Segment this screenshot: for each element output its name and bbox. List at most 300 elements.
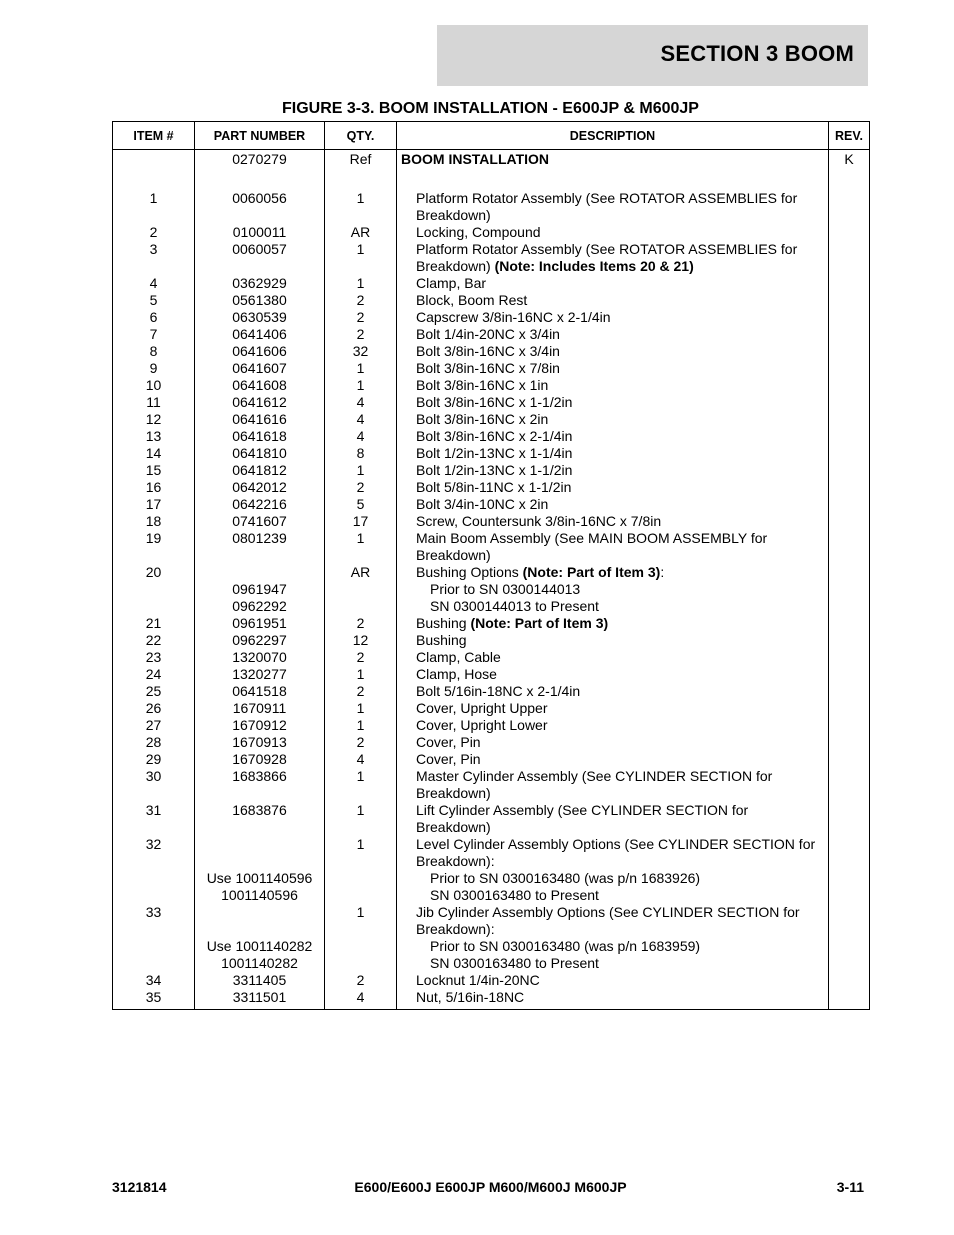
description-text: Cover, Pin xyxy=(416,733,481,750)
table-row xyxy=(113,972,870,989)
description-text: Bushing Options xyxy=(416,563,519,580)
item-number-cell xyxy=(113,150,195,190)
qty-cell: 4 xyxy=(325,394,397,411)
item-number-cell: 8 xyxy=(113,343,195,360)
description-text: Locking, Compound xyxy=(416,223,541,240)
qty-cell: 5 xyxy=(325,496,397,513)
item-number-cell xyxy=(113,887,195,904)
part-number-cell: 0642012 xyxy=(195,479,325,496)
description-text: Master Cylinder Assembly (See CYLINDER SECTION for Breakdown) xyxy=(416,767,773,801)
description-cell xyxy=(397,972,829,989)
qty-cell: 2 xyxy=(325,649,397,666)
description-cell xyxy=(397,360,829,377)
description-text: Level Cylinder Assembly Options (See CYLINDER SECTION for Breakdown): xyxy=(416,835,816,869)
description-text: Bolt 3/8in-16NC x 3/4in xyxy=(416,342,560,359)
description-cell xyxy=(397,411,829,428)
rev-cell xyxy=(829,887,870,904)
part-number-cell: 1320277 xyxy=(195,666,325,683)
rev-cell xyxy=(829,717,870,734)
table-body xyxy=(113,150,870,1010)
description-text: Nut, 5/16in-18NC xyxy=(416,988,525,1005)
part-number-cell: 0100011 xyxy=(195,224,325,241)
item-number-cell: 21 xyxy=(113,615,195,632)
item-number-cell: 22 xyxy=(113,632,195,649)
table-row xyxy=(113,751,870,768)
description-cell xyxy=(397,955,829,972)
rev-cell xyxy=(829,292,870,309)
rev-cell xyxy=(829,462,870,479)
description-cell xyxy=(397,989,829,1010)
description-text: Bolt 3/8in-16NC x 2in xyxy=(416,410,549,427)
qty-cell: 1 xyxy=(325,717,397,734)
qty-cell: 4 xyxy=(325,428,397,445)
qty-cell xyxy=(325,598,397,615)
description-cell xyxy=(397,768,829,802)
table-row xyxy=(113,343,870,360)
description-cell xyxy=(397,326,829,343)
rev-cell xyxy=(829,224,870,241)
table-row xyxy=(113,989,870,1010)
table-row xyxy=(113,955,870,972)
description-text: Jib Cylinder Assembly Options (See CYLINDER SECTION for Breakdown): xyxy=(416,903,800,937)
part-number-cell: 1670912 xyxy=(195,717,325,734)
qty-cell: 1 xyxy=(325,190,397,224)
part-number-cell: 1001140596 xyxy=(195,887,325,904)
rev-cell xyxy=(829,904,870,938)
footer-doc-number: 3121814 xyxy=(112,1179,167,1195)
rev-cell xyxy=(829,836,870,870)
description-text: Bolt 1/2in-13NC x 1-1/4in xyxy=(416,444,573,461)
part-number-cell: Use 1001140596 xyxy=(195,870,325,887)
item-number-cell: 2 xyxy=(113,224,195,241)
description-cell xyxy=(397,802,829,836)
description-text: Clamp, Bar xyxy=(416,274,487,291)
description-text: Platform Rotator Assembly (See ROTATOR ASSEMBLIES for Breakdown) xyxy=(416,240,798,274)
qty-cell: 2 xyxy=(325,309,397,326)
description-cell xyxy=(397,479,829,496)
qty-cell: AR xyxy=(325,224,397,241)
table-row xyxy=(113,224,870,241)
part-number-cell: 1670911 xyxy=(195,700,325,717)
item-number-cell: 24 xyxy=(113,666,195,683)
description-text: Capscrew 3/8in-16NC x 2-1/4in xyxy=(416,308,611,325)
item-number-cell: 9 xyxy=(113,360,195,377)
item-number-cell: 25 xyxy=(113,683,195,700)
qty-cell: 4 xyxy=(325,411,397,428)
qty-cell: 1 xyxy=(325,377,397,394)
rev-cell xyxy=(829,870,870,887)
qty-cell: AR xyxy=(325,564,397,581)
description-text: Bolt 3/8in-16NC x 2-1/4in xyxy=(416,427,573,444)
rev-cell xyxy=(829,989,870,1010)
part-number-cell: 0961951 xyxy=(195,615,325,632)
section-header xyxy=(437,25,868,86)
qty-cell: 2 xyxy=(325,326,397,343)
table-row xyxy=(113,581,870,598)
part-number-cell xyxy=(195,564,325,581)
qty-cell: 8 xyxy=(325,445,397,462)
item-number-cell: 3 xyxy=(113,241,195,275)
description-text: Prior to SN 0300163480 (was p/n 1683959) xyxy=(430,937,701,954)
table-row xyxy=(113,802,870,836)
description-cell xyxy=(397,394,829,411)
qty-cell: 1 xyxy=(325,700,397,717)
qty-cell: 1 xyxy=(325,530,397,564)
table-row xyxy=(113,445,870,462)
part-number-cell: 0641618 xyxy=(195,428,325,445)
rev-cell xyxy=(829,802,870,836)
qty-cell: 12 xyxy=(325,632,397,649)
rev-cell xyxy=(829,530,870,564)
qty-cell: 1 xyxy=(325,904,397,938)
table-row xyxy=(113,479,870,496)
rev-cell xyxy=(829,972,870,989)
qty-cell xyxy=(325,938,397,955)
part-number-cell: 0642216 xyxy=(195,496,325,513)
table-row xyxy=(113,292,870,309)
description-text: Bushing xyxy=(416,614,467,631)
rev-cell xyxy=(829,343,870,360)
item-number-cell: 27 xyxy=(113,717,195,734)
item-number-cell xyxy=(113,870,195,887)
description-cell xyxy=(397,564,829,581)
table-row xyxy=(113,377,870,394)
description-text: Prior to SN 0300144013 xyxy=(430,580,581,597)
description-text: Main Boom Assembly (See MAIN BOOM ASSEMBLY for Breakdown) xyxy=(416,529,768,563)
part-number-cell xyxy=(195,904,325,938)
table-row xyxy=(113,632,870,649)
rev-cell: K xyxy=(829,150,870,190)
description-suffix: : xyxy=(660,563,665,580)
rev-cell xyxy=(829,955,870,972)
qty-cell: 1 xyxy=(325,462,397,479)
table-row xyxy=(113,326,870,343)
part-number-cell: 0641518 xyxy=(195,683,325,700)
description-text: Screw, Countersunk 3/8in-16NC x 7/8in xyxy=(416,512,662,529)
rev-cell xyxy=(829,411,870,428)
table-row xyxy=(113,904,870,938)
item-number-cell: 11 xyxy=(113,394,195,411)
part-number-cell xyxy=(195,836,325,870)
description-text: BOOM INSTALLATION xyxy=(401,151,550,167)
part-number-cell: 0641616 xyxy=(195,411,325,428)
rev-cell xyxy=(829,360,870,377)
table-row xyxy=(113,496,870,513)
table-row xyxy=(113,700,870,717)
rev-cell xyxy=(829,666,870,683)
description-text: SN 0300144013 to Present xyxy=(430,597,599,614)
part-number-cell: 0962297 xyxy=(195,632,325,649)
rev-cell xyxy=(829,683,870,700)
item-number-cell: 1 xyxy=(113,190,195,224)
table-row xyxy=(113,836,870,870)
description-cell xyxy=(397,513,829,530)
description-cell xyxy=(397,598,829,615)
description-text: Cover, Upright Upper xyxy=(416,699,548,716)
description-text: Bolt 5/8in-11NC x 1-1/2in xyxy=(416,478,572,495)
rev-cell xyxy=(829,496,870,513)
rev-cell xyxy=(829,632,870,649)
parts-table xyxy=(112,121,870,1010)
table-row xyxy=(113,530,870,564)
qty-cell: 4 xyxy=(325,751,397,768)
description-text: Platform Rotator Assembly (See ROTATOR ASSEMBLIES for Breakdown) xyxy=(416,189,798,223)
part-number-cell: 0060056 xyxy=(195,190,325,224)
item-number-cell: 19 xyxy=(113,530,195,564)
rev-cell xyxy=(829,428,870,445)
item-number-cell: 13 xyxy=(113,428,195,445)
qty-cell: 1 xyxy=(325,275,397,292)
table-row xyxy=(113,564,870,581)
table-row xyxy=(113,394,870,411)
qty-cell: 17 xyxy=(325,513,397,530)
item-number-cell: 35 xyxy=(113,989,195,1010)
rev-cell xyxy=(829,734,870,751)
description-cell xyxy=(397,190,829,224)
description-text: Bolt 5/16in-18NC x 2-1/4in xyxy=(416,682,581,699)
col-header-rev: REV. xyxy=(829,122,870,150)
item-number-cell: 33 xyxy=(113,904,195,938)
qty-cell: 2 xyxy=(325,615,397,632)
description-cell xyxy=(397,666,829,683)
qty-cell: 2 xyxy=(325,292,397,309)
qty-cell: 2 xyxy=(325,972,397,989)
rev-cell xyxy=(829,768,870,802)
rev-cell xyxy=(829,513,870,530)
description-cell xyxy=(397,683,829,700)
part-number-cell: 3311405 xyxy=(195,972,325,989)
table-header-row xyxy=(113,122,870,150)
part-number-cell: 1001140282 xyxy=(195,955,325,972)
qty-cell: 2 xyxy=(325,479,397,496)
description-text: SN 0300163480 to Present xyxy=(430,886,599,903)
table-row xyxy=(113,428,870,445)
part-number-cell: 0561380 xyxy=(195,292,325,309)
item-number-cell: 18 xyxy=(113,513,195,530)
table-row xyxy=(113,666,870,683)
description-cell xyxy=(397,870,829,887)
footer-page-number: 3-11 xyxy=(836,1179,864,1195)
part-number-cell: 3311501 xyxy=(195,989,325,1010)
qty-cell: 1 xyxy=(325,666,397,683)
description-cell xyxy=(397,751,829,768)
description-text: Locknut 1/4in-20NC xyxy=(416,971,540,988)
description-text: Clamp, Cable xyxy=(416,648,501,665)
part-number-cell: 1683876 xyxy=(195,802,325,836)
rev-cell xyxy=(829,479,870,496)
table-row xyxy=(113,309,870,326)
description-cell xyxy=(397,275,829,292)
table-row xyxy=(113,275,870,292)
part-number-cell: 0060057 xyxy=(195,241,325,275)
table-row xyxy=(113,768,870,802)
rev-cell xyxy=(829,615,870,632)
qty-cell: 1 xyxy=(325,802,397,836)
rev-cell xyxy=(829,445,870,462)
description-cell xyxy=(397,150,829,190)
item-number-cell: 23 xyxy=(113,649,195,666)
rev-cell xyxy=(829,309,870,326)
qty-cell: Ref xyxy=(325,150,397,190)
rev-cell xyxy=(829,700,870,717)
item-number-cell: 15 xyxy=(113,462,195,479)
qty-cell: 1 xyxy=(325,768,397,802)
item-number-cell: 12 xyxy=(113,411,195,428)
description-cell xyxy=(397,241,829,275)
rev-cell xyxy=(829,598,870,615)
item-number-cell xyxy=(113,938,195,955)
description-cell xyxy=(397,649,829,666)
item-number-cell: 14 xyxy=(113,445,195,462)
description-cell xyxy=(397,836,829,870)
part-number-cell: 0270279 xyxy=(195,150,325,190)
table-row xyxy=(113,887,870,904)
figure-title: FIGURE 3-3. BOOM INSTALLATION - E600JP & M600JP xyxy=(282,100,699,117)
part-number-cell: 0641606 xyxy=(195,343,325,360)
col-header-description: DESCRIPTION xyxy=(397,122,829,150)
description-text: Cover, Upright Lower xyxy=(416,716,548,733)
rev-cell xyxy=(829,581,870,598)
description-cell xyxy=(397,632,829,649)
item-number-cell: 34 xyxy=(113,972,195,989)
part-number-cell: 1683866 xyxy=(195,768,325,802)
qty-cell xyxy=(325,887,397,904)
description-cell xyxy=(397,938,829,955)
table-row xyxy=(113,360,870,377)
item-number-cell: 32 xyxy=(113,836,195,870)
part-number-cell: 0641608 xyxy=(195,377,325,394)
part-number-cell: Use 1001140282 xyxy=(195,938,325,955)
qty-cell xyxy=(325,870,397,887)
description-cell xyxy=(397,530,829,564)
part-number-cell: 0961947 xyxy=(195,581,325,598)
part-number-cell: 0630539 xyxy=(195,309,325,326)
item-number-cell xyxy=(113,955,195,972)
qty-cell: 32 xyxy=(325,343,397,360)
table-row xyxy=(113,462,870,479)
item-number-cell: 16 xyxy=(113,479,195,496)
part-number-cell: 0641607 xyxy=(195,360,325,377)
table-row xyxy=(113,241,870,275)
qty-cell: 2 xyxy=(325,683,397,700)
table-row xyxy=(113,717,870,734)
description-text: Bushing xyxy=(416,631,467,648)
part-number-cell: 0962292 xyxy=(195,598,325,615)
table-row xyxy=(113,190,870,224)
description-note: (Note: Includes Items 20 & 21) xyxy=(494,257,694,274)
table-row xyxy=(113,598,870,615)
description-note: (Note: Part of Item 3) xyxy=(470,614,609,631)
part-number-cell: 0641810 xyxy=(195,445,325,462)
table-row xyxy=(113,513,870,530)
qty-cell xyxy=(325,955,397,972)
table-row xyxy=(113,870,870,887)
table-row xyxy=(113,649,870,666)
description-cell xyxy=(397,428,829,445)
description-cell xyxy=(397,887,829,904)
qty-cell: 4 xyxy=(325,989,397,1010)
qty-cell: 1 xyxy=(325,836,397,870)
rev-cell xyxy=(829,394,870,411)
rev-cell xyxy=(829,190,870,224)
part-number-cell: 0801239 xyxy=(195,530,325,564)
rev-cell xyxy=(829,326,870,343)
description-cell xyxy=(397,309,829,326)
footer-models: E600/E600J E600JP M600/M600J M600JP xyxy=(354,1179,627,1195)
description-cell xyxy=(397,462,829,479)
item-number-cell: 30 xyxy=(113,768,195,802)
item-number-cell: 28 xyxy=(113,734,195,751)
item-number-cell: 7 xyxy=(113,326,195,343)
part-number-cell: 0641612 xyxy=(195,394,325,411)
col-header-part-number: PART NUMBER xyxy=(195,122,325,150)
rev-cell xyxy=(829,938,870,955)
rev-cell xyxy=(829,649,870,666)
item-number-cell: 20 xyxy=(113,564,195,581)
description-cell xyxy=(397,700,829,717)
part-number-cell: 1670928 xyxy=(195,751,325,768)
section-title: SECTION 3 BOOM xyxy=(660,41,854,66)
item-number-cell: 10 xyxy=(113,377,195,394)
description-cell xyxy=(397,615,829,632)
rev-cell xyxy=(829,241,870,275)
item-number-cell: 26 xyxy=(113,700,195,717)
part-number-cell: 0641812 xyxy=(195,462,325,479)
part-number-cell: 1320070 xyxy=(195,649,325,666)
description-text: Block, Boom Rest xyxy=(416,291,528,308)
description-cell xyxy=(397,904,829,938)
table-row xyxy=(113,615,870,632)
rev-cell xyxy=(829,377,870,394)
item-number-cell xyxy=(113,581,195,598)
part-number-cell: 0741607 xyxy=(195,513,325,530)
table-row xyxy=(113,683,870,700)
description-text: Bolt 1/4in-20NC x 3/4in xyxy=(416,325,560,342)
col-header-item: ITEM # xyxy=(113,122,195,150)
rev-cell xyxy=(829,751,870,768)
qty-cell: 1 xyxy=(325,241,397,275)
table-row xyxy=(113,734,870,751)
description-text: Cover, Pin xyxy=(416,750,481,767)
description-cell xyxy=(397,717,829,734)
table-row xyxy=(113,411,870,428)
col-header-qty: QTY. xyxy=(325,122,397,150)
item-number-cell: 4 xyxy=(113,275,195,292)
item-number-cell: 17 xyxy=(113,496,195,513)
item-number-cell: 29 xyxy=(113,751,195,768)
item-number-cell: 31 xyxy=(113,802,195,836)
description-text: Bolt 3/8in-16NC x 7/8in xyxy=(416,359,560,376)
description-text: Bolt 3/8in-16NC x 1-1/2in xyxy=(416,393,573,410)
description-cell xyxy=(397,445,829,462)
part-number-cell: 0362929 xyxy=(195,275,325,292)
description-text: Clamp, Hose xyxy=(416,665,497,682)
description-cell xyxy=(397,224,829,241)
description-text: Bolt 3/4in-10NC x 2in xyxy=(416,495,549,512)
qty-cell: 1 xyxy=(325,360,397,377)
description-cell xyxy=(397,581,829,598)
description-cell xyxy=(397,343,829,360)
qty-cell: 2 xyxy=(325,734,397,751)
qty-cell xyxy=(325,581,397,598)
description-cell xyxy=(397,496,829,513)
description-cell xyxy=(397,292,829,309)
description-text: Bolt 1/2in-13NC x 1-1/2in xyxy=(416,461,573,478)
description-note: (Note: Part of Item 3) xyxy=(522,563,661,580)
description-text: Prior to SN 0300163480 (was p/n 1683926) xyxy=(430,869,701,886)
part-number-cell: 0641406 xyxy=(195,326,325,343)
item-number-cell: 5 xyxy=(113,292,195,309)
